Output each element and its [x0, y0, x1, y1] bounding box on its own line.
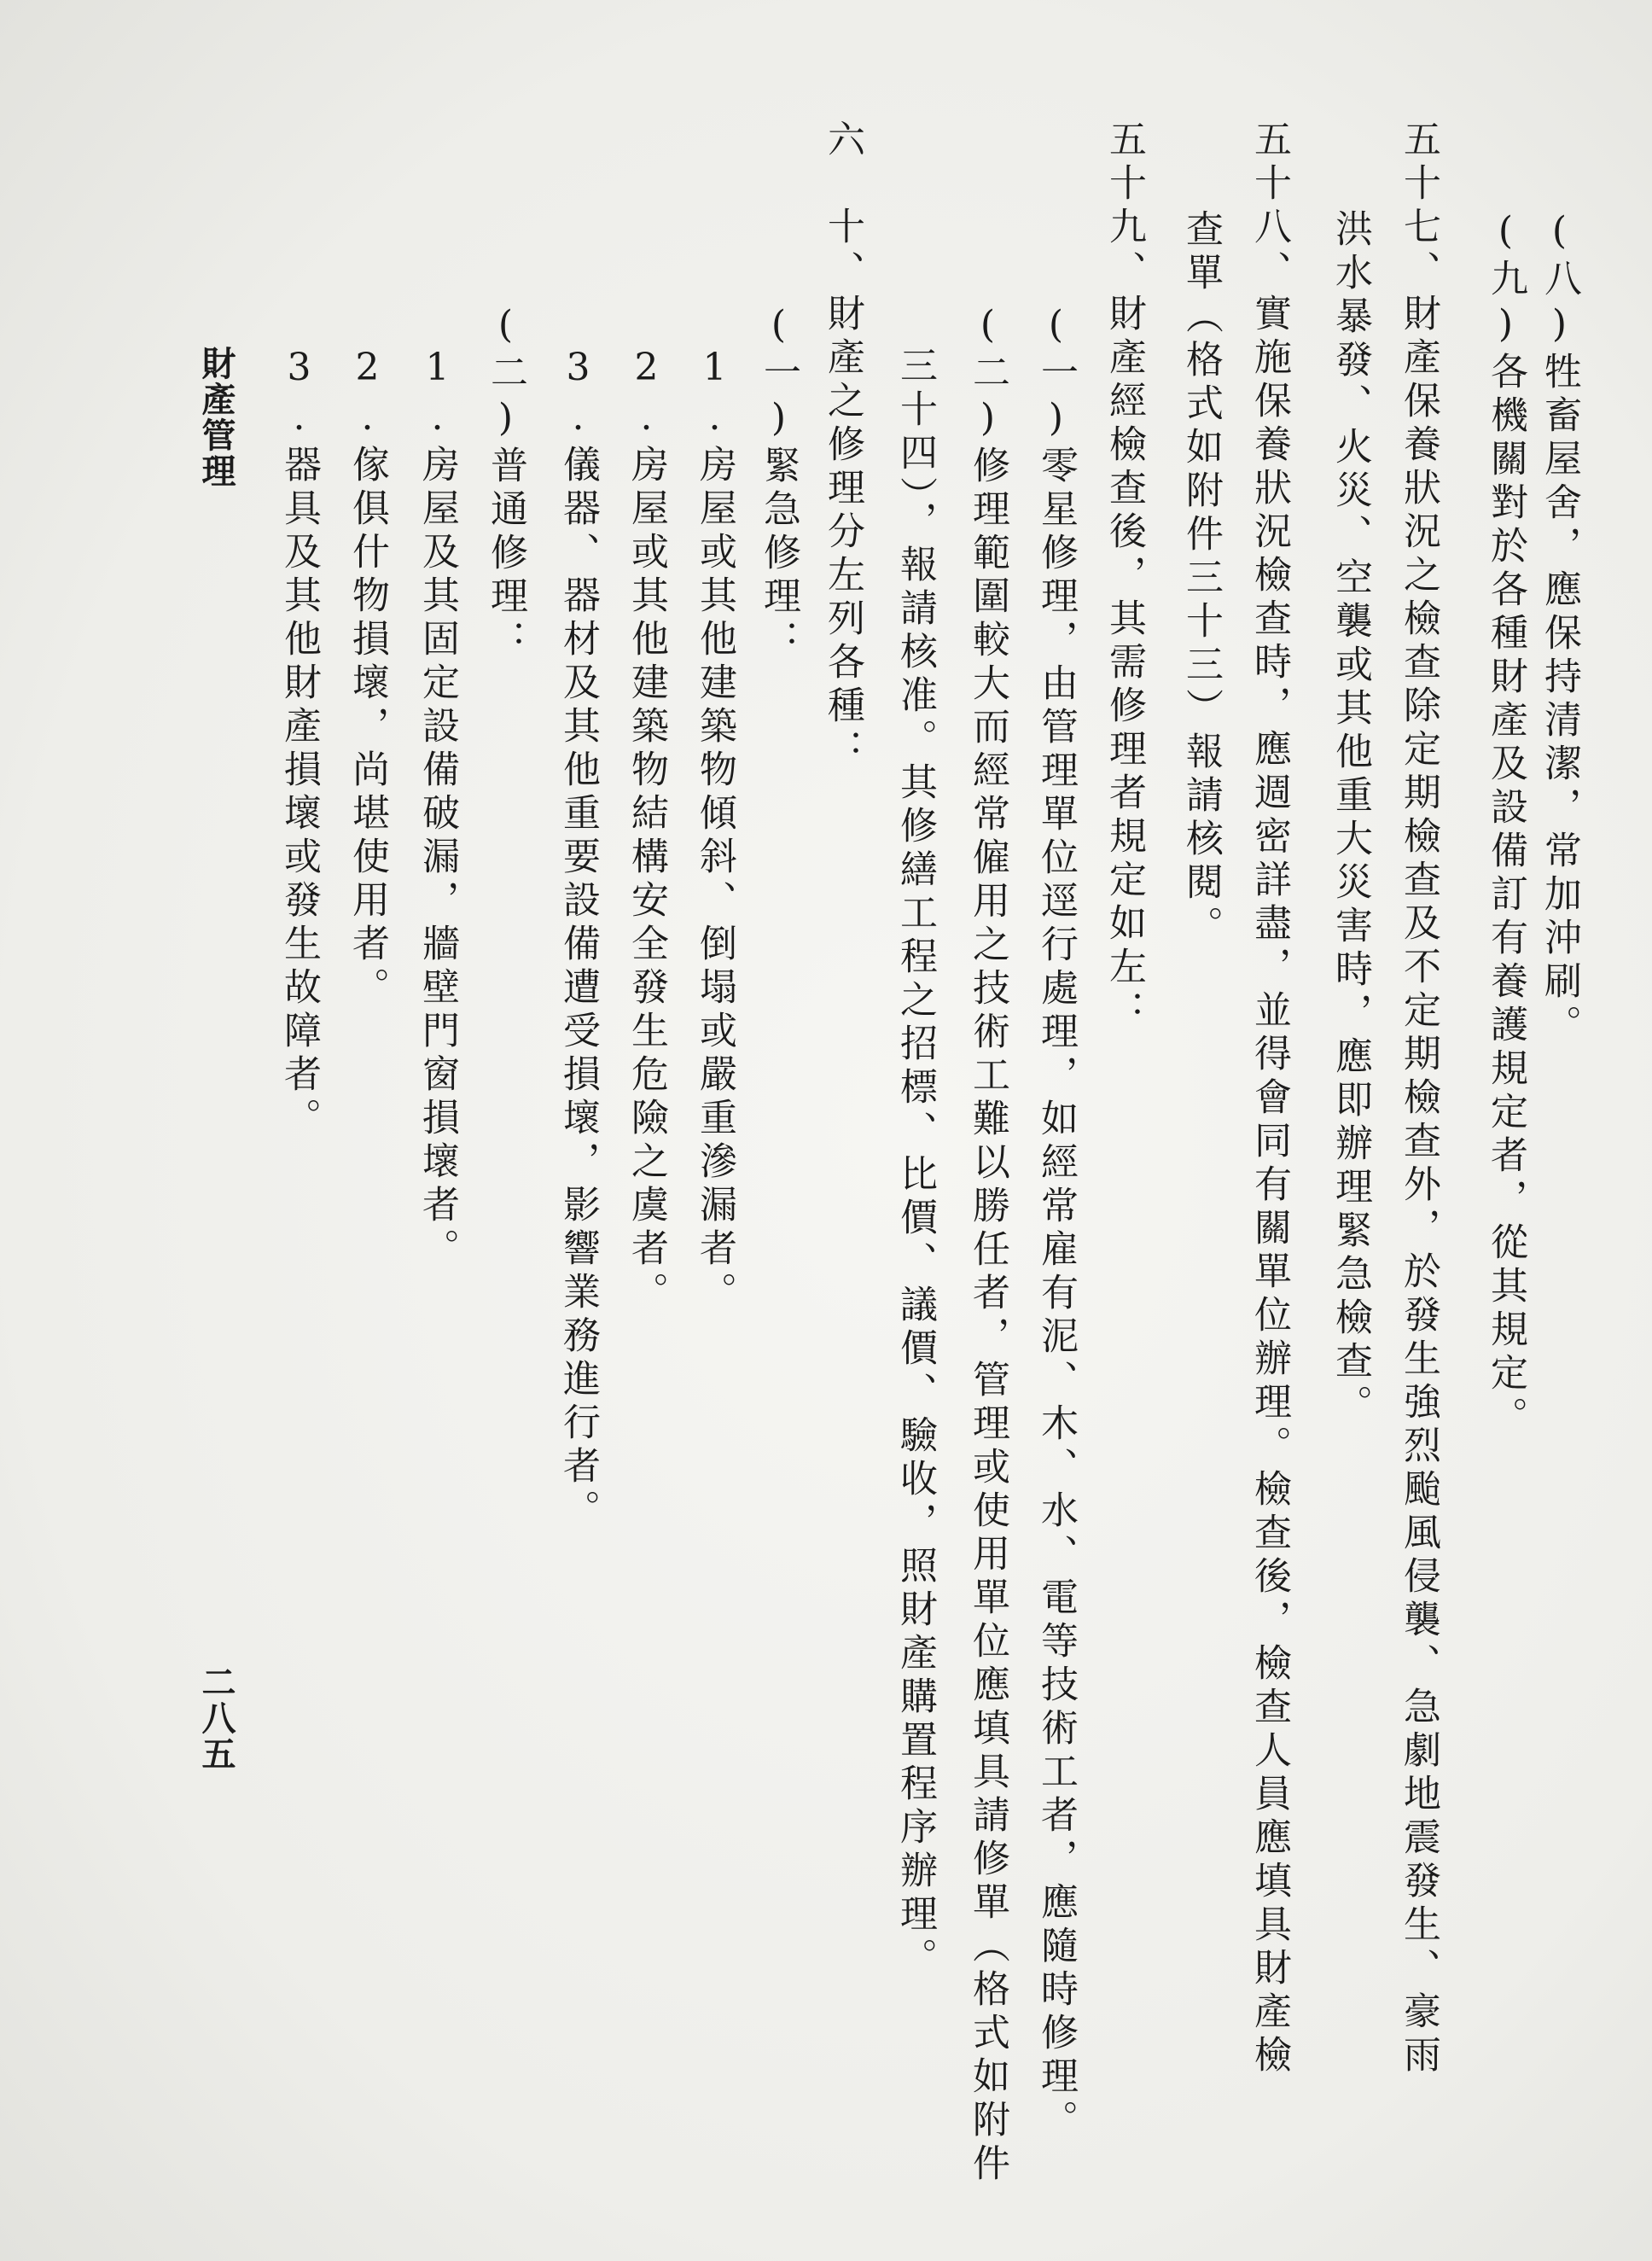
text-column: 3.儀器、器材及其他重要設備遭受損壞，影響業務進行者。 — [556, 346, 600, 1533]
text-column: 三十四），報請核准。其修繕工程之招標、比價、議價、驗收，照財產購置程序辦理。 — [893, 346, 937, 1981]
article-59: 五十九、財產經檢查後，其需修理者規定如左： — [1102, 119, 1146, 1034]
text-column: 1.房屋及其固定設備破漏，牆壁門窗損壞者。 — [416, 346, 459, 1272]
article-57: 五十七、財產保養狀況之檢查除定期檢查及不定期檢查外，於發生強烈颱風侵襲、急劇地震發生、豪雨 — [1397, 119, 1440, 2078]
text-column: 查單（格式如附件三十三）報請核閱。 — [1179, 209, 1223, 949]
text-column: 洪水暴發、火災、空襲或其他重大災害時，應即辦理緊急檢查。 — [1329, 209, 1372, 1428]
text-column: 2.傢俱什物損壞，尚堪使用者。 — [346, 346, 389, 1011]
text-column: 1.房屋或其他建築物傾斜、倒塌或嚴重滲漏者。 — [693, 346, 736, 1315]
text-column: 3.器具及其他財產損壞或發生故障者。 — [277, 346, 321, 1141]
article-60: 六 十、財產之修理分左列各種： — [821, 119, 864, 772]
text-column: (一)零星修理，由管理單位逕行處理，如經常雇有泥、木、水、電等技術工者，應隨時修理。 — [1034, 303, 1078, 2143]
text-column: (九)各機關對於各種財產及設備訂有養護規定者，從其規定。 — [1484, 209, 1527, 1440]
text-column: (一)緊急修理： — [757, 303, 800, 663]
article-58: 五十八、實施保養狀況檢查時，應週密詳盡，並得會同有關單位辦理。檢查後，檢查人員應填具財產檢 — [1248, 119, 1291, 2078]
text-column: (二)普通修理： — [484, 303, 527, 663]
text-column: 2.房屋或其他建築物結構安全發生危險之虞者。 — [625, 346, 668, 1315]
page-number: 二八五 — [196, 1664, 236, 1772]
running-title: 財產管理 — [196, 346, 236, 489]
text-column: (八)牲畜屋舍，應保持清潔，常加沖刷。 — [1538, 209, 1581, 1048]
text-column: (二)修理範圍較大而經常僱用之技術工難以勝任者，管理或使用單位應填具請修單（格式如附件 — [966, 303, 1009, 2187]
